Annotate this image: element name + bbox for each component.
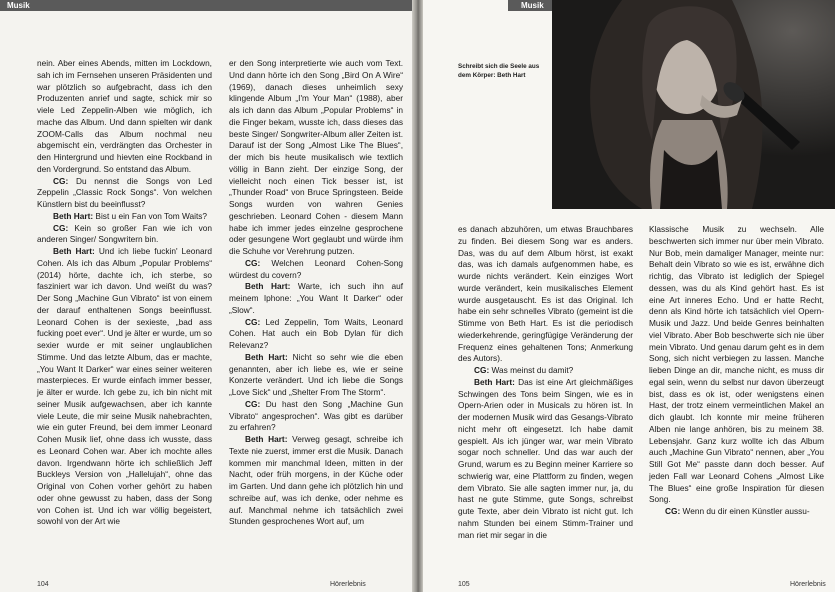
speaker-label: Beth Hart: [474, 376, 515, 387]
question [37, 176, 212, 211]
speaker-label: Beth Hart: [245, 281, 291, 292]
beth-hart-photo [552, 0, 835, 209]
speaker-label: Beth Hart: [53, 246, 95, 256]
book-gutter [412, 0, 423, 592]
question [458, 365, 633, 377]
text-column-3 [458, 224, 633, 541]
answer-text: Das ist eine Art gleichmäßiges Schwingen des Tons beim Singen, wie es in Opern-Arien oder in Musicals zu hören ist. In der modernen Musik wird das Gesangs-Vibrato nicht mehr oft eingesetzt. Ich habe damit gespielt. Als ich jünger war, war mein Vibrato sogar noch schneller. Und das war auch der Grund, warum es zu Beginn meiner Karriere so schwierig war, eine Plattform zu finden, wegen dem Vibrato. Sie alle sagten immer nur, ja, du hast ne gute Stimme, gute Songs, schreibst gute Texte, aber dein Vibrato ist nicht gut. Ich nahm Stunden bei einem Stimm-Trainer und man riet mir segar in die [458, 376, 633, 540]
answer-text: Warte, ich such ihn auf meinem Iphone: „You Want It Darker“ oder „Slow“. [229, 281, 403, 315]
answer [458, 377, 633, 542]
section-label: Musik [7, 1, 30, 10]
answer [229, 434, 403, 528]
page-number: 105 [458, 581, 470, 588]
answer [37, 211, 212, 223]
answer-text: Verweg gesagt, schreibe ich Texte nie zuerst, immer erst die Musik. Danach kommen mir manchmal Ideen, mitten in der Nacht, oder früh morgens, in der Küche oder im Garten. Und dann gehe ich plötzlich hin und schreibe auf, was ich denke, oder nehme es auf. Manchmal nehme ich tatsächlich zwei Stunden gesprochenes Wort auf, um [229, 434, 403, 527]
text-column-4 [649, 224, 824, 518]
question-text: Was meinst du damit? [491, 365, 574, 375]
text-column-2 [229, 58, 403, 528]
singer-illustration [552, 0, 835, 209]
speaker-label: CG: [245, 316, 261, 327]
answer [37, 246, 212, 528]
question [229, 317, 403, 352]
question-text: Welchen Leonard Cohen-Song würdest du covern? [229, 257, 403, 280]
speaker-label: CG: [53, 222, 69, 233]
speaker-label: CG: [474, 365, 490, 375]
paragraph: Klassische Musik zu wechseln. Alle beschwerten sich immer nur über mein Vibrato. Nur Bob, mein damaliger Manager, meinte nur: Behalt dein Vibrato so wie es ist, erwähne dich richtig, das Vibrato ist lediglich der Spiegel dessen, was du als Kind gehört hast. Es ist eine Art inneres Echo. Und er hatte Recht, denn als Kind hörte ich tatsächlich viel Opern-Musik und Jazz. Und beide Genres beinhalten viel Vibrato. Aber Bob beschwerte sich nie über mein Vibrato. Und genau darum geht es in dem Song, sich nicht verbiegen zu lassen. Manche lieben Dinge an dir, manche nicht, es muss dir egal sein, wenn du selbst nur davon überzeugt bist, dass es ok ist, oder wenigstens einen Hast, der trotz einem vermeintlichen Makel an dich glaubt. Ich konnte mir meine früheren Alben nie lange anhören, bis zu meinem 38. Lebensjahr. Ganz kurz wollte ich das Album auch „Machine Gun Vibrato“ nennen, aber „You Still Got Me“ passte dann doch besser. Auf jeden Fall war Leonard Cohens „Almost Like The Blues“ eine große Inspiration für diesen Song. [649, 224, 824, 505]
page-number: 104 [37, 581, 49, 588]
speaker-label: CG: [665, 506, 681, 516]
running-foot: Hörerlebnis [330, 581, 366, 588]
photo-caption: Schreibt sich die Seele aus dem Körper: Beth Hart [458, 63, 540, 79]
answer-text: Bist u ein Fan von Tom Waits? [95, 210, 208, 221]
running-foot: Hörerlebnis [790, 581, 826, 588]
left-page [0, 0, 412, 592]
text-column-1 [37, 58, 212, 528]
speaker-label: Beth Hart: [53, 210, 94, 221]
speaker-label: CG: [53, 175, 69, 186]
question-text: Kein so großer Fan wie ich von anderen Singer/ Songwritern bin. [37, 222, 212, 245]
question-text: Du hast den Song „Machine Gun Vibrato“ angesprochen“. Was gibt es darüber zu erfahren? [229, 398, 403, 433]
speaker-label: Beth Hart: [245, 351, 288, 362]
speaker-label: CG: [245, 398, 261, 409]
paragraph: nein. Aber eines Abends, mitten im Lockdown, sah ich im Fernsehen unseren Präsidenten und war plötzlich so aufgebracht, dass ich den Produzenten anrief und sagte, schick mir so viele Led Zeppelin-Alben wie möglich, ich mache das Album. Und dann spielten wir dank ZOOM-Calls das Album nochmal neu abgemischt ein, verdrängten das Orchester in den Hintergrund und hievten eine Rockband in den Vordergrund. So entstand das Album. [37, 58, 212, 174]
speaker-label: Beth Hart: [245, 434, 288, 444]
answer-text: Nicht so sehr wie die eben genannten, aber ich liebe es, wie er seine Konzerte verändert. Und ich liebe die Songs „Love Sick“ und „Shelter From The Storm“. [229, 351, 403, 397]
speaker-label: CG: [245, 257, 261, 268]
answer-text: Und ich liebe fuckin' Leonard Cohen. Als ich das Album „Popular Problems“ (2014) hörte, dachte ich, ich sterbe, so fasziniert war ich davon. Und weißt du was? Der Song „Machine Gun Vibrato“ ist von einem der darauf enthaltenen Songs beeinflusst. Leonard Cohen is der sexieste, „bad ass fucking poet ever“. Und je älter er wurde, um so sexier wurde er mit seiner unglaublichen Stimme. Und das letzte Album, das er machte, „You Want It Darker“ war eines seiner weiteren masterpieces. Er wurde einfach immer besser, je älter er wurde. Ich gebe zu, ich bin nicht mit seiner Musik aufgewachsen, aber ich kannte viele Leute, die mir seine Musik nahebrachten, wie ein guter Freund, bei dem immer Leonard Cohen Musik lief, ohne dass ich wusste, dass es Leonard Cohen war. Aber ich mochte alles davon. Irgendwann hörte ich schließlich Jeff Buckleys Version von „Hallelujah“, ohne das Original von Cohen vorher gehört zu haben oder ohne gewusst zu haben, dass der Song von Cohen ist. Und ich war völlig begeistert, sowohl von der Art wie [37, 246, 212, 527]
question [37, 223, 212, 247]
question-text: Du nennst die Songs von Led Zeppelin „Classic Rock Songs“. Von welchen Künstlern bist du beeinflusst? [37, 175, 212, 209]
answer [229, 281, 403, 316]
question [229, 399, 403, 434]
paragraph: er den Song interpretierte wie auch vom Text. Und dann hörte ich den Song „Bird On A Wire“ (1969), danach dieses unheimlich sexy klingende Album „I'm Your Man“ (1988), aber als ich dann das Album „Popular Problems“ in die Finger bekam, wusste ich, dass dieses das beste Singer/ Songwriter-Album aller Zeiten ist. Darauf ist der Song „Almost Like The Blues“, der mich bis heute musikalisch wie textlich völlig in Bann zieht. Der einzige Song, der vielleicht noch einen Tick besser ist, ist „Thunder Road“ von Bruce Springsteen. Beide Songs wurden von wahren Genies geschrieben. Leonard Cohen - diesem Mann habe ich immer jedes einzelne gesprochene oder gesungene Wort geglaubt und würde ihm die Schuhe vor Verehrung putzen. [229, 58, 403, 256]
question-text: Wenn du dir einen Künstler aussu- [682, 506, 810, 516]
answer [229, 352, 403, 399]
question-text: Led Zeppelin, Tom Waits, Leonard Cohen. Hat auch ein Bob Dylan für dich Relevanz? [229, 316, 403, 350]
section-bar [0, 0, 412, 11]
paragraph: es danach abzuhören, um etwas Brauchbares zu finden. Bei diesem Song war es anders. Das, was du auf dem Album hörst, ist exakt das, was ich damals aufgenommen habe, es wurde nichts verändert. Kein einziges Wort wurde verändert, kein musikalisches Element wurde ausgetauscht. Es ist das Original. Ich habe ein sehr schnelles Vibrato (gemeint ist die Stimme von Beth Hart. Es ist die periodisch wiederkehrende, geringfügige Veränderung der Frequenz eines gehaltenen Tons; Anmerkung des Autors). [458, 224, 633, 364]
question [649, 506, 824, 518]
question [229, 258, 403, 282]
section-label: Musik [521, 1, 544, 10]
